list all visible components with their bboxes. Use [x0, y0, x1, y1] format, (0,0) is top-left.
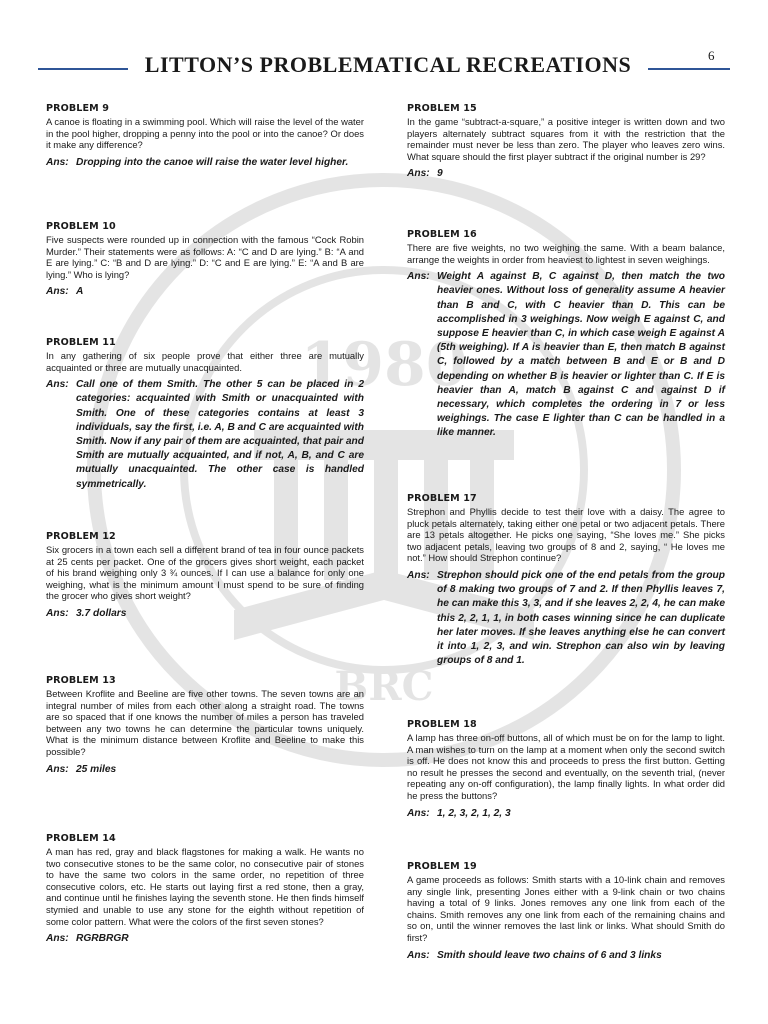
answer: [407, 949, 725, 963]
problem-text: There are five weights, no two weighing the same. With a beam balance, arrange the weights in order from heaviest to lightest in seven weighings.: [407, 242, 725, 265]
problem-title: PROBLEM 17: [407, 493, 477, 504]
answer-text: 25 miles: [76, 763, 117, 775]
page-header: [0, 38, 768, 98]
answer-label: Ans:: [46, 607, 69, 619]
problem-text: Between Kroflite and Beeline are five other towns. The seven towns are an integral number of miles from each other along a straight road. The towns are so spaced that if one knows the number of miles a person has traveled between any two towns he can determine the particular towns uniquely. What is the minimum distance between Kroflite and Beeline to make this possible?: [46, 688, 364, 757]
answer: [46, 763, 364, 777]
problem-19: [407, 861, 725, 963]
answer-text: Call one of them Smith. The other 5 can be placed in 2 categories: acquainted with Smith or unacquainted with Smith. One of these categories contains at least 3 individuals, say the first, i.e. A, B and C are acquainted with Smith. Now if any pair of them are acquainted, that pair and Smith are mutually acquainted, and if not, A, B, and C are mutually unacquainted. The other case is handled symmetrically.: [76, 379, 364, 490]
answer: [46, 156, 364, 170]
answer: [46, 285, 364, 299]
answer: [407, 167, 725, 181]
page-number: 6: [708, 48, 715, 63]
answer-label: Ans:: [407, 949, 430, 961]
header-rule-left: [38, 68, 128, 70]
problem-title: PROBLEM 9: [46, 103, 110, 114]
answer-label: Ans:: [46, 933, 69, 945]
problem-16: [407, 229, 725, 441]
problem-title: PROBLEM 13: [46, 675, 116, 686]
answer-text: Dropping into the canoe will raise the water level higher.: [76, 156, 349, 168]
problem-text: A man has red, gray and black flagstones for making a walk. He wants no two consecutive stones to be the same color, no consecutive pair of stones to have the same two colors in the same order, no repetition of three consecutive colors, etc. He starts out laying first a red stone, then a gray, and continue until he finishes laying the seventh stone. He then finds himself stymied and unable to use any stone for the eighth without repetition of some color pattern. What were the colors of the first seven stones?: [46, 846, 364, 927]
problem-14: [46, 833, 364, 946]
answer: [46, 932, 364, 946]
problem-18: [407, 719, 725, 821]
problem-9: [46, 103, 364, 170]
problem-17: [407, 493, 725, 668]
problem-text: A lamp has three on-off buttons, all of which must be on for the lamp to light. A man wishes to turn on the lamp at a moment when only the second switch is off. He does not know this and proceeds to press the first button. Getting no result he presses the second and eventually, on the seventh trial, (never repeating any on-off configuration), the lamp finally lights. In what order did he press the buttons?: [407, 732, 725, 801]
problem-title: PROBLEM 11: [46, 337, 116, 348]
answer-label: Ans:: [407, 168, 430, 180]
problem-text: Six grocers in a town each sell a different brand of tea in four ounce packets at 25 cents per packet. One of the grocers gives short weight, each packet of his brand weighing only 3 ¾ ounces. If I can use a balance for only one weighing, what is the minimum amount I must spend to be sure of finding the grocer who gives short weight?: [46, 544, 364, 602]
header-rule-right: [648, 68, 730, 70]
answer-text: A: [76, 286, 84, 298]
problem-title: PROBLEM 16: [407, 229, 477, 240]
problem-title: PROBLEM 18: [407, 719, 477, 730]
answer-label: Ans:: [407, 569, 430, 581]
problem-text: Strephon and Phyllis decide to test their love with a daisy. The agree to pluck petals alternately, taking either one petal or two adjacent petals. There are 13 petals altogether. He picks one saying, “She loves me.” She picks two adjacent petals, leaving two groups of 8 and 2, saying, “ He loves me not.” How should Strephon continue?: [407, 506, 725, 564]
watermark-year: 1980: [300, 330, 468, 400]
problem-10: [46, 221, 364, 300]
answer-text: 3.7 dollars: [76, 607, 127, 619]
answer-label: Ans:: [407, 271, 430, 283]
answer: [46, 378, 364, 492]
problem-text: A canoe is floating in a swimming pool. Which will raise the level of the water in the pool higher, dropping a penny into the pool or into the canoe? Or does it make any difference?: [46, 116, 364, 151]
answer-label: Ans:: [46, 156, 69, 168]
answer-label: Ans:: [46, 763, 69, 775]
answer: [46, 607, 364, 621]
problem-13: [46, 675, 364, 777]
answer-text: 9: [437, 168, 443, 180]
problem-title: PROBLEM 14: [46, 833, 116, 844]
page-title: LITTON’S PROBLEMATICAL RECREATIONS: [144, 52, 632, 77]
answer-label: Ans:: [46, 379, 69, 391]
problem-title: PROBLEM 12: [46, 531, 116, 542]
problem-15: [407, 103, 725, 182]
answer: [407, 270, 725, 440]
answer-text: Strephon should pick one of the end petals from the group of 8 making two groups of 7 and 2. If then Phyllis leaves 7, he can make this 3, 3, and if she leaves 2, 2, 4, he can make this 2, 2, 1, 1, in both cases winning since he can duplicate her later moves. If she leaves anything else he can convert it into 1, 2, 3, and win. Strephon can also win by leaving groups of 8 and 1.: [437, 569, 725, 667]
problem-text: In any gathering of six people prove that either three are mutually acquainted or three are mutually unacquainted.: [46, 350, 364, 373]
answer-label: Ans:: [46, 286, 69, 298]
answer: [407, 569, 725, 668]
watermark-mark: BRC: [334, 663, 434, 710]
problem-text: A game proceeds as follows: Smith starts with a 10-link chain and removes any single link, presenting Jones either with a 9-link chain or two chains having a total of 9 links. Jones removes any one link from each of the chains. Smith removes any one link from each of the remaining chains and so on, until the winner removes the last link or links. What should Smith do first?: [407, 874, 725, 943]
problem-text: Five suspects were rounded up in connection with the famous “Cock Robin Murder.” Their statements were as follows: A: “C and D are lying.” B: “A and E are lying.” C: “B and D are lying.” D: “C and E are lying.” E: “A and B are lying.” Who is lying?: [46, 234, 364, 280]
answer: [407, 807, 725, 821]
answer-text: Weight A against B, C against D, then match the two heavier ones. Without loss of generality assume A heavier than B and C, with C heavier than D. This can be accomplished in 3 weighings. Now weigh E against C, and suppose E heavier than C, in which case weigh E against A (5th weighing). If A is heavier than E, then match B against C, followed by a match between B and E or B and D depending on whether B is heavier or lighter than C. If E is heavier than A, match B against C and against D if necessary, which completes the ordering in 7 or less weighings. The case E lighter than C can be handled in a like manner.: [437, 271, 725, 439]
problem-title: PROBLEM 19: [407, 861, 477, 872]
problem-title: PROBLEM 15: [407, 103, 477, 114]
answer-label: Ans:: [407, 807, 430, 819]
problem-text: In the game “subtract-a-square,” a positive integer is written down and two players alternately subtract squares from it with the restriction that the remainder must never be less than zero. The player who leaves zero wins. What square should the first player subtract if the original number is 29?: [407, 116, 725, 162]
problem-title: PROBLEM 10: [46, 221, 116, 232]
answer-text: RGRBRGR: [76, 933, 129, 945]
problem-12: [46, 531, 364, 621]
answer-text: 1, 2, 3, 2, 1, 2, 3: [437, 807, 511, 819]
problem-11: [46, 337, 364, 492]
answer-text: Smith should leave two chains of 6 and 3 links: [437, 949, 662, 961]
